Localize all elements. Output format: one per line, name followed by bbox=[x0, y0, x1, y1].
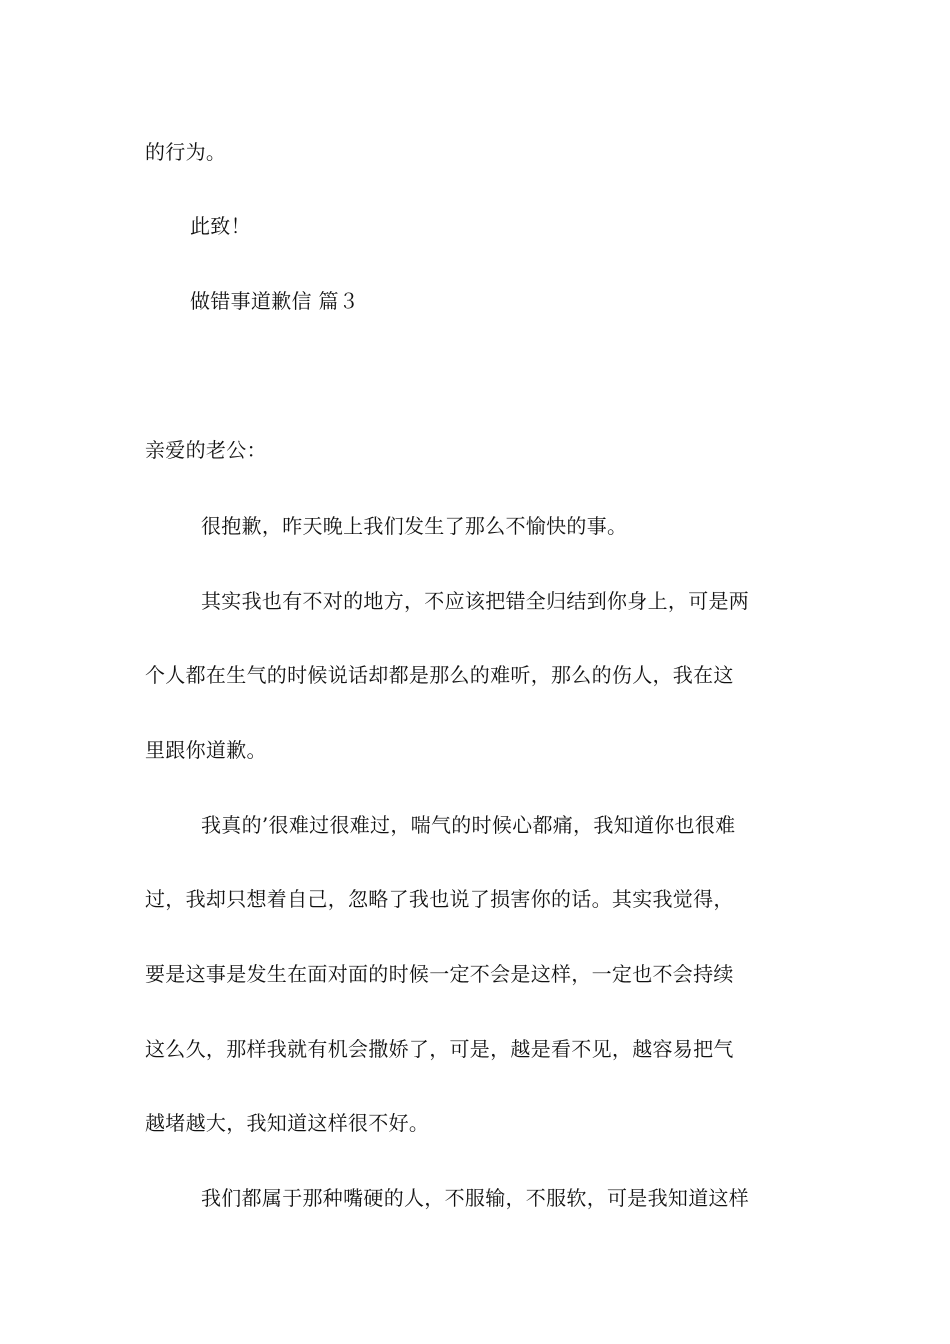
paragraph-line: 我真的’很难过很难过，喘气的时候心都痛，我知道你也很难 bbox=[201, 813, 736, 837]
section-heading: 做错事道歉信 篇３ bbox=[190, 289, 360, 313]
paragraph-line: 里跟你道歉。 bbox=[145, 738, 267, 762]
paragraph-line: 过，我却只想着自己，忽略了我也说了损害你的话。其实我觉得， bbox=[145, 887, 734, 911]
paragraph-line: 其实我也有不对的地方，不应该把错全归结到你身上，可是两 bbox=[201, 589, 750, 613]
paragraph-line: 要是这事是发生在面对面的时候一定不会是这样，一定也不会持续 bbox=[145, 962, 734, 986]
paragraph-line: 很抱歉，昨天晚上我们发生了那么不愉快的事。 bbox=[201, 514, 628, 538]
paragraph-line: 越堵越大，我知道这样很不好。 bbox=[145, 1111, 430, 1135]
paragraph-line: 个人都在生气的时候说话却都是那么的难听，那么的伤人，我在这 bbox=[145, 663, 734, 687]
text-line: 的行为。 bbox=[145, 140, 227, 164]
paragraph-line: 我们都属于那种嘴硬的人，不服输，不服软，可是我知道这样 bbox=[201, 1186, 750, 1210]
paragraph-line: 这么久，那样我就有机会撒娇了，可是，越是看不见，越容易把气 bbox=[145, 1037, 734, 1061]
closing-line: 此致！ bbox=[190, 214, 251, 238]
salutation: 亲爱的老公： bbox=[145, 438, 267, 462]
